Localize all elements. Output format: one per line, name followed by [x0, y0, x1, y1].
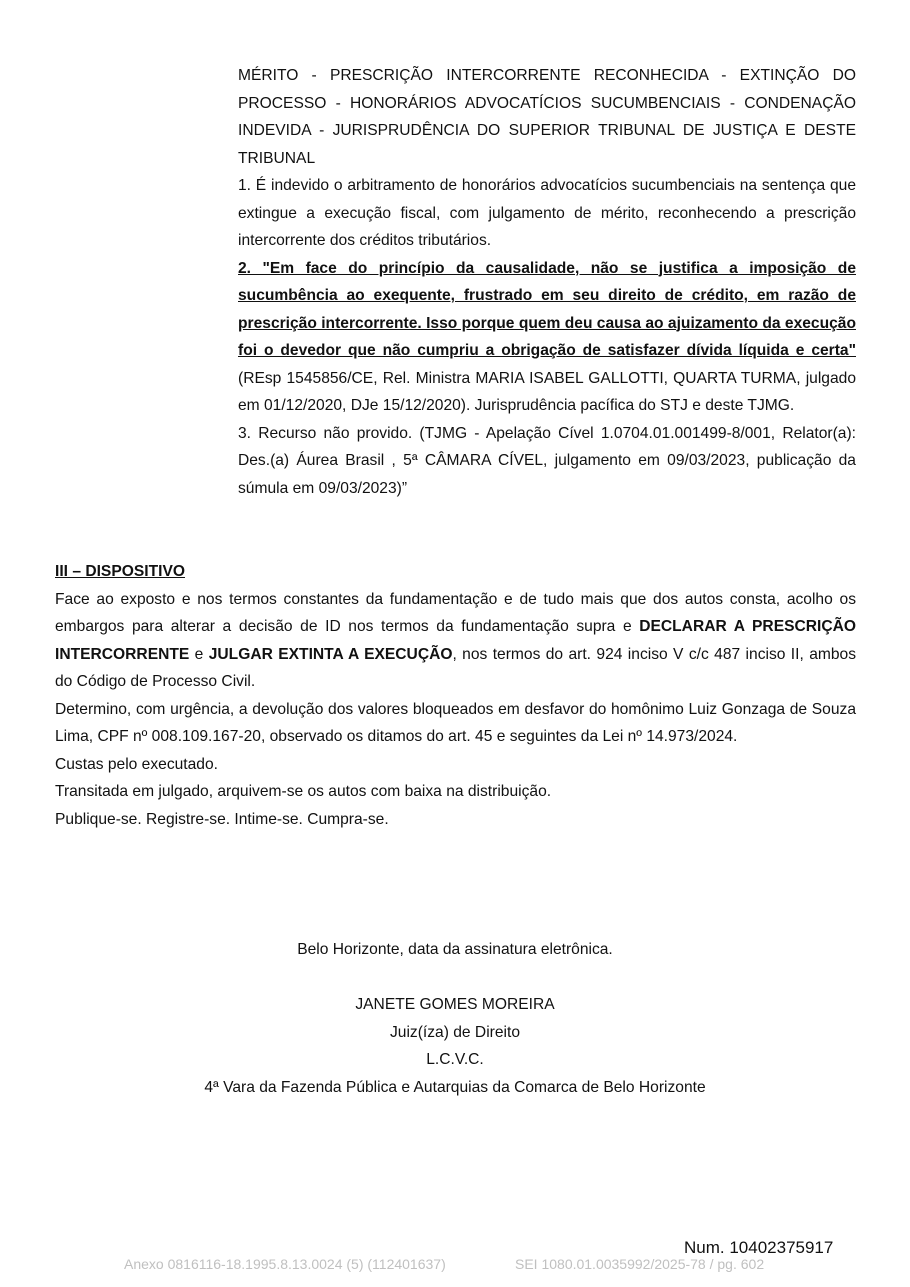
refund-order-paragraph: Determino, com urgência, a devolução dos valores bloqueados em desfavor do homônimo Luiz Gonzaga de Souza Lima, CPF nº 008.109.167-20, observado os ditamos do art. 45 e seguintes da Lei nº 14.973/2024. — [55, 700, 856, 745]
decision-bold-extinta: JULGAR EXTINTA A EXECUÇÃO — [208, 645, 453, 663]
decision-paragraph — [55, 586, 856, 696]
publish-paragraph: Publique-se. Registre-se. Intime-se. Cumpra-se. — [55, 810, 389, 828]
section-heading: III – DISPOSITIVO — [55, 563, 185, 580]
archive-paragraph: Transitada em julgado, arquivem-se os autos com baixa na distribuição. — [55, 783, 552, 800]
costs-paragraph: Custas pelo executado. — [55, 755, 218, 773]
jurisprudence-quote — [238, 62, 856, 502]
decision-legal-basis: , nos termos do art. 924 inciso V c/c 487 inciso II, ambos do Código de Processo Civil. — [55, 645, 856, 690]
clerk-initials: L.C.V.C. — [426, 1051, 484, 1068]
footer-sei-watermark: SEI 1080.01.0035992/2025-78 / pg. 602 — [515, 1256, 765, 1272]
quote-item-2 — [238, 255, 856, 420]
decision-text: Face ao exposto e nos termos constantes da fundamentação e de tudo mais que dos autos consta, acolho os embargos para alterar a decisão de ID nos termos da fundamentação supra e — [55, 590, 856, 635]
decision-bold-prescricao: DECLARAR A PRESCRIÇÃO INTERCORRENTE — [55, 618, 857, 663]
dispositivo-section — [55, 558, 856, 833]
judge-name: JANETE GOMES MOREIRA — [355, 996, 555, 1013]
signature-block — [0, 936, 910, 1101]
quote-item-3: 3. Recurso não provido. (TJMG - Apelação Cível 1.0704.01.001499-8/001, Relator(a): Des.(a) Áurea Brasil , 5ª CÂMARA CÍVEL, julgamento em 09/03/2023, publicação da súmula em 09/03/2023)” — [238, 424, 856, 497]
quote-item-2-highlight: 2. "Em face do princípio da causalidade, não se justifica a imposição de sucumbência ao exequente, frustrado em seu direito de crédito, em razão de prescrição intercorrente. Isso porque quem deu causa ao ajuizamento da execução foi o devedor que não cumpriu a obrigação de satisfazer dívida líquida e certa" — [238, 259, 856, 359]
footer-annex-watermark: Anexo 0816116-18.1995.8.13.0024 (5) (112401637) — [124, 1256, 446, 1272]
place-date: Belo Horizonte, data da assinatura eletrônica. — [297, 941, 613, 958]
quote-item-2-citation: (REsp 1545856/CE, Rel. Ministra MARIA ISABEL GALLOTTI, QUARTA TURMA, julgado em 01/12/2020, DJe 15/12/2020). Jurisprudência pacífica do STJ e deste TJMG. — [238, 369, 856, 414]
court-name: 4ª Vara da Fazenda Pública e Autarquias da Comarca de Belo Horizonte — [204, 1078, 706, 1096]
document-number: Num. 10402375917 — [684, 1238, 834, 1257]
decision-connector: e — [189, 645, 209, 663]
judge-role: Juiz(íza) de Direito — [390, 1023, 520, 1041]
quote-item-1: 1. É indevido o arbitramento de honorários advocatícios sucumbenciais na sentença que extingue a execução fiscal, com julgamento de mérito, reconhecendo a prescrição intercorrente dos créditos tributários. — [238, 177, 856, 249]
ementa-text: MÉRITO - PRESCRIÇÃO INTERCORRENTE RECONHECIDA - EXTINÇÃO DO PROCESSO - HONORÁRIOS ADVOCATÍCIOS SUCUMBENCIAIS - CONDENAÇÃO INDEVIDA - JURISPRUDÊNCIA DO SUPERIOR TRIBUNAL DE JUSTIÇA E DESTE TRIBUNAL — [238, 67, 856, 167]
